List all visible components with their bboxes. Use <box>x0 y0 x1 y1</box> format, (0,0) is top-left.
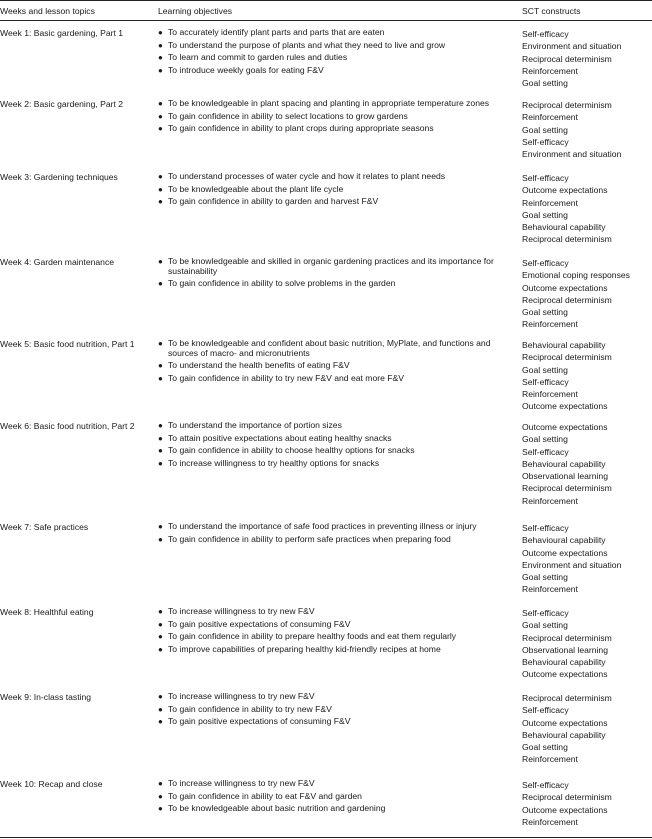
objective-text: To accurately identify plant parts and parts that are eaten <box>168 27 385 37</box>
objective-text: To be knowledgeable about basic nutrition and gardening <box>168 803 386 814</box>
objectives-list <box>158 257 514 292</box>
construct-item: Behavioural capability <box>522 340 606 350</box>
bullet-icon: ● <box>158 279 163 289</box>
bullet-icon: ● <box>158 172 163 181</box>
objective-item <box>158 374 514 384</box>
objective-text: To be knowledgeable about the plant life cycle <box>168 183 344 194</box>
bullet-icon: ● <box>158 339 163 348</box>
construct-item: Self-efficacy <box>522 376 569 387</box>
construct-item: Reciprocal determinism <box>522 234 612 245</box>
bullet-icon: ● <box>158 421 163 430</box>
construct-item: Goal setting <box>522 572 568 583</box>
constructs-list <box>522 172 652 246</box>
objective-item <box>158 632 514 642</box>
objective-text: To increase willingness to try new F&V <box>168 606 315 616</box>
objective-item <box>158 446 514 456</box>
construct-item: Behavioural capability <box>522 458 606 469</box>
construct-item: Reciprocal determinism <box>522 632 612 643</box>
objective-text: To attain positive expectations about eating healthy snacks <box>168 432 392 443</box>
construct-item: Reciprocal determinism <box>522 693 612 703</box>
constructs-list <box>522 779 652 828</box>
week-title: Week 8: Healthful eating <box>0 607 94 617</box>
objective-text: To increase willingness to try healthy options for snacks <box>168 458 380 469</box>
construct-item: Reciprocal determinism <box>522 100 612 110</box>
construct-item: Goal setting <box>522 78 568 89</box>
bullet-icon: ● <box>158 446 163 456</box>
objective-text: To understand processes of water cycle and how it relates to plant needs <box>168 171 446 181</box>
construct-item: Reinforcement <box>522 389 578 400</box>
objective-text: To learn and commit to garden rules and duties <box>168 52 348 63</box>
construct-item: Reciprocal determinism <box>522 352 612 363</box>
construct-item: Self-efficacy <box>522 258 569 268</box>
construct-item: Observational learning <box>522 644 608 655</box>
construct-item: Outcome expectations <box>522 422 608 432</box>
objective-text: To gain confidence in ability to garden and harvest F&V <box>168 196 379 207</box>
construct-item: Self-efficacy <box>522 608 569 618</box>
bullet-icon: ● <box>158 704 163 714</box>
construct-item: Goal setting <box>522 434 568 445</box>
construct-item: Goal setting <box>522 620 568 631</box>
bullet-icon: ● <box>158 28 163 37</box>
construct-item: Behavioural capability <box>522 222 606 233</box>
week-title: Week 9: In-class tasting <box>0 692 92 702</box>
construct-item: Reinforcement <box>522 584 578 595</box>
objective-text: To gain confidence in ability to try new F&V and eat more F&V <box>168 372 404 383</box>
objective-item <box>158 185 514 195</box>
bullet-icon: ● <box>158 40 163 50</box>
bullet-icon: ● <box>158 791 163 801</box>
objective-text: To be knowledgeable and confident about basic nutrition, MyPlate, and functions and sources of macro- and micronutrients <box>168 338 491 358</box>
constructs-list <box>522 339 652 413</box>
week-title: Week 10: Recap and close <box>0 779 103 789</box>
construct-item: Reinforcement <box>522 197 578 208</box>
objective-text: To gain confidence in ability to solve problems in the garden <box>168 278 396 289</box>
bullet-icon: ● <box>158 124 163 134</box>
constructs-list <box>522 607 652 681</box>
objective-item <box>158 434 514 444</box>
construct-item: Emotional coping responses <box>522 270 630 281</box>
construct-item: Outcome expectations <box>522 804 608 815</box>
objective-text: To understand the purpose of plants and what they need to live and grow <box>168 39 446 50</box>
bullet-icon: ● <box>158 433 163 443</box>
construct-item: Self-efficacy <box>522 523 569 533</box>
objective-item <box>158 53 514 63</box>
construct-item: Reciprocal determinism <box>522 483 612 494</box>
bullet-icon: ● <box>158 692 163 701</box>
objective-text: To gain confidence in ability to plant crops during appropriate seasons <box>168 123 434 134</box>
objective-item <box>158 421 514 431</box>
bullet-icon: ● <box>158 99 163 108</box>
construct-item: Outcome expectations <box>522 185 608 196</box>
objective-item <box>158 459 514 469</box>
objectives-list <box>158 99 514 137</box>
objective-item <box>158 607 514 617</box>
objective-text: To introduce weekly goals for eating F&V <box>168 65 324 76</box>
construct-item: Behavioural capability <box>522 657 606 668</box>
objective-text: To gain confidence in ability to eat F&V and garden <box>168 790 362 801</box>
bullet-icon: ● <box>158 632 163 642</box>
objectives-list <box>158 522 514 547</box>
objective-item <box>158 172 514 182</box>
construct-item: Goal setting <box>522 742 568 753</box>
objective-text: To gain positive expectations of consuming F&V <box>168 618 351 629</box>
construct-item: Reciprocal determinism <box>522 294 612 305</box>
objective-text: To gain confidence in ability to perform safe practices when preparing food <box>168 533 451 544</box>
construct-item: Behavioural capability <box>522 729 606 740</box>
bullet-icon: ● <box>158 645 163 655</box>
objective-text: To improve capabilities of preparing healthy kid-friendly recipes at home <box>168 644 441 655</box>
construct-item: Outcome expectations <box>522 401 608 412</box>
objective-item <box>158 717 514 727</box>
construct-item: Self-efficacy <box>522 446 569 457</box>
constructs-list <box>522 28 652 89</box>
objectives-list <box>158 779 514 817</box>
objectives-list <box>158 692 514 730</box>
table-bottom-rule <box>0 837 652 838</box>
construct-item: Reinforcement <box>522 65 578 76</box>
objective-text: To understand the importance of portion sizes <box>168 420 342 430</box>
table-top-rule <box>0 0 652 1</box>
objectives-list <box>158 421 514 472</box>
week-title: Week 1: Basic gardening, Part 1 <box>0 28 124 38</box>
objectives-list <box>158 28 514 79</box>
objective-item <box>158 535 514 545</box>
objective-text: To gain positive expectations of consuming F&V <box>168 716 351 727</box>
bullet-icon: ● <box>158 66 163 76</box>
construct-item: Reinforcement <box>522 495 578 506</box>
objective-item <box>158 112 514 122</box>
header-constructs: SCT constructs <box>522 6 581 16</box>
objective-item <box>158 620 514 630</box>
objective-text: To increase willingness to try new F&V <box>168 691 315 701</box>
header-rule <box>0 20 652 21</box>
objective-text: To increase willingness to try new F&V <box>168 778 315 788</box>
bullet-icon: ● <box>158 804 163 814</box>
objective-item <box>158 99 514 109</box>
bullet-icon: ● <box>158 779 163 788</box>
objective-text: To be knowledgeable and skilled in organic gardening practices and its importance for sustainability <box>168 256 494 276</box>
objective-text: To understand the importance of safe food practices in preventing illness or injury <box>168 521 477 531</box>
construct-item: Observational learning <box>522 471 608 482</box>
header-weeks: Weeks and lesson topics <box>0 6 95 16</box>
bullet-icon: ● <box>158 717 163 727</box>
construct-item: Goal setting <box>522 364 568 375</box>
construct-item: Self-efficacy <box>522 705 569 716</box>
construct-item: Reinforcement <box>522 754 578 765</box>
bullet-icon: ● <box>158 184 163 194</box>
objective-item <box>158 645 514 655</box>
objective-item <box>158 804 514 814</box>
construct-item: Self-efficacy <box>522 780 569 790</box>
construct-item: Goal setting <box>522 307 568 318</box>
header-objectives: Learning objectives <box>158 6 233 16</box>
bullet-icon: ● <box>158 619 163 629</box>
construct-item: Goal setting <box>522 209 568 220</box>
constructs-list <box>522 522 652 596</box>
construct-item: Environment and situation <box>522 149 622 160</box>
week-title: Week 5: Basic food nutrition, Part 1 <box>0 339 135 349</box>
week-title: Week 2: Basic gardening, Part 2 <box>0 99 124 109</box>
construct-item: Self-efficacy <box>522 136 569 147</box>
week-title: Week 3: Gardening techniques <box>0 172 118 182</box>
construct-item: Reciprocal determinism <box>522 53 612 64</box>
objective-item <box>158 361 514 371</box>
objective-item <box>158 339 514 358</box>
constructs-list <box>522 99 652 160</box>
objective-text: To gain confidence in ability to choose healthy options for snacks <box>168 445 415 456</box>
objective-item <box>158 41 514 51</box>
objective-item <box>158 124 514 134</box>
objective-text: To understand the health benefits of eating F&V <box>168 360 350 371</box>
construct-item: Reciprocal determinism <box>522 792 612 803</box>
week-title: Week 6: Basic food nutrition, Part 2 <box>0 421 135 431</box>
objective-text: To be knowledgeable in plant spacing and planting in appropriate temperature zones <box>168 98 490 108</box>
objectives-list <box>158 339 514 387</box>
construct-item: Reinforcement <box>522 112 578 123</box>
objective-text: To gain confidence in ability to prepare healthy foods and eat them regularly <box>168 631 457 642</box>
bullet-icon: ● <box>158 197 163 207</box>
objective-item <box>158 522 514 532</box>
bullet-icon: ● <box>158 111 163 121</box>
construct-item: Outcome expectations <box>522 669 608 680</box>
construct-item: Environment and situation <box>522 41 622 52</box>
bullet-icon: ● <box>158 459 163 469</box>
construct-item: Goal setting <box>522 124 568 135</box>
week-title: Week 4: Garden maintenance <box>0 257 115 267</box>
construct-item: Reinforcement <box>522 816 578 827</box>
bullet-icon: ● <box>158 607 163 616</box>
construct-item: Behavioural capability <box>522 535 606 546</box>
objective-item <box>158 197 514 207</box>
construct-item: Self-efficacy <box>522 29 569 39</box>
construct-item: Reinforcement <box>522 319 578 330</box>
objective-item <box>158 66 514 76</box>
objective-item <box>158 28 514 38</box>
objective-item <box>158 692 514 702</box>
objective-text: To gain confidence in ability to try new F&V <box>168 703 332 714</box>
objective-text: To gain confidence in ability to select locations to grow gardens <box>168 110 408 121</box>
construct-item: Environment and situation <box>522 559 622 570</box>
objectives-list <box>158 172 514 210</box>
objective-item <box>158 792 514 802</box>
construct-item: Outcome expectations <box>522 282 608 293</box>
bullet-icon: ● <box>158 534 163 544</box>
bullet-icon: ● <box>158 257 163 266</box>
bullet-icon: ● <box>158 53 163 63</box>
objective-item <box>158 705 514 715</box>
construct-item: Outcome expectations <box>522 717 608 728</box>
bullet-icon: ● <box>158 373 163 383</box>
construct-item: Outcome expectations <box>522 547 608 558</box>
constructs-list <box>522 692 652 766</box>
week-title: Week 7: Safe practices <box>0 522 89 532</box>
objective-item <box>158 779 514 789</box>
constructs-list <box>522 421 652 507</box>
objective-item <box>158 257 514 276</box>
bullet-icon: ● <box>158 361 163 371</box>
objectives-list <box>158 607 514 658</box>
constructs-list <box>522 257 652 331</box>
objective-item <box>158 279 514 289</box>
construct-item: Self-efficacy <box>522 173 569 183</box>
bullet-icon: ● <box>158 522 163 531</box>
